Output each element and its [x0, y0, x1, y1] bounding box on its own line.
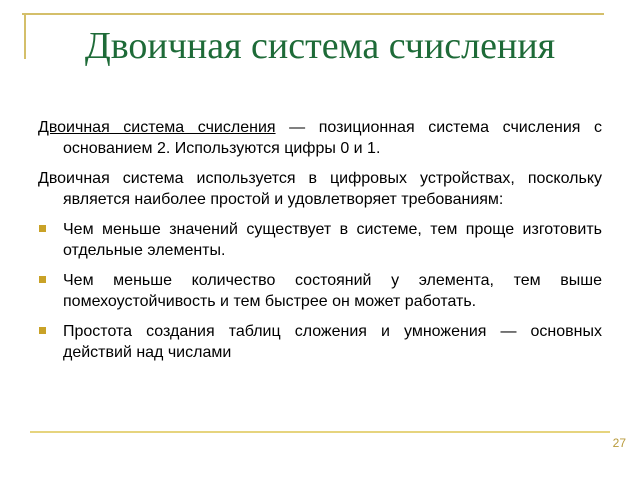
requirements-list — [38, 219, 602, 363]
list-item-text: Простота создания таблиц сложения и умножения — основных действий над числами — [63, 323, 602, 361]
slide-content — [38, 117, 602, 372]
square-bullet-icon — [39, 225, 46, 232]
slide-title: Двоичная система счисления — [84, 25, 556, 67]
page-number: 27 — [612, 436, 626, 450]
frame-top-line — [22, 13, 604, 15]
list-item — [38, 321, 602, 363]
list-item-text: Чем меньше количество состояний у элемента, тем выше помехоустойчивость и тем быстрее он может работать. — [63, 272, 602, 310]
definition-text: — позиционная система счисления с основанием 2. Используются цифры 0 и 1. — [63, 119, 603, 157]
list-item — [38, 219, 602, 261]
usage-paragraph: Двоичная система используется в цифровых устройствах, поскольку является наиболее простой и удовлетворяет требованиям: — [38, 170, 602, 208]
list-item-text: Чем меньше значений существует в системе, тем проще изготовить отдельные элементы. — [63, 221, 602, 259]
list-item — [38, 270, 602, 312]
frame-left-line — [24, 13, 26, 59]
definition-paragraph — [38, 117, 602, 159]
square-bullet-icon — [39, 327, 46, 334]
definition-term: Двоичная система счисления — [38, 119, 276, 136]
frame-bottom-line — [30, 431, 610, 433]
square-bullet-icon — [39, 276, 46, 283]
